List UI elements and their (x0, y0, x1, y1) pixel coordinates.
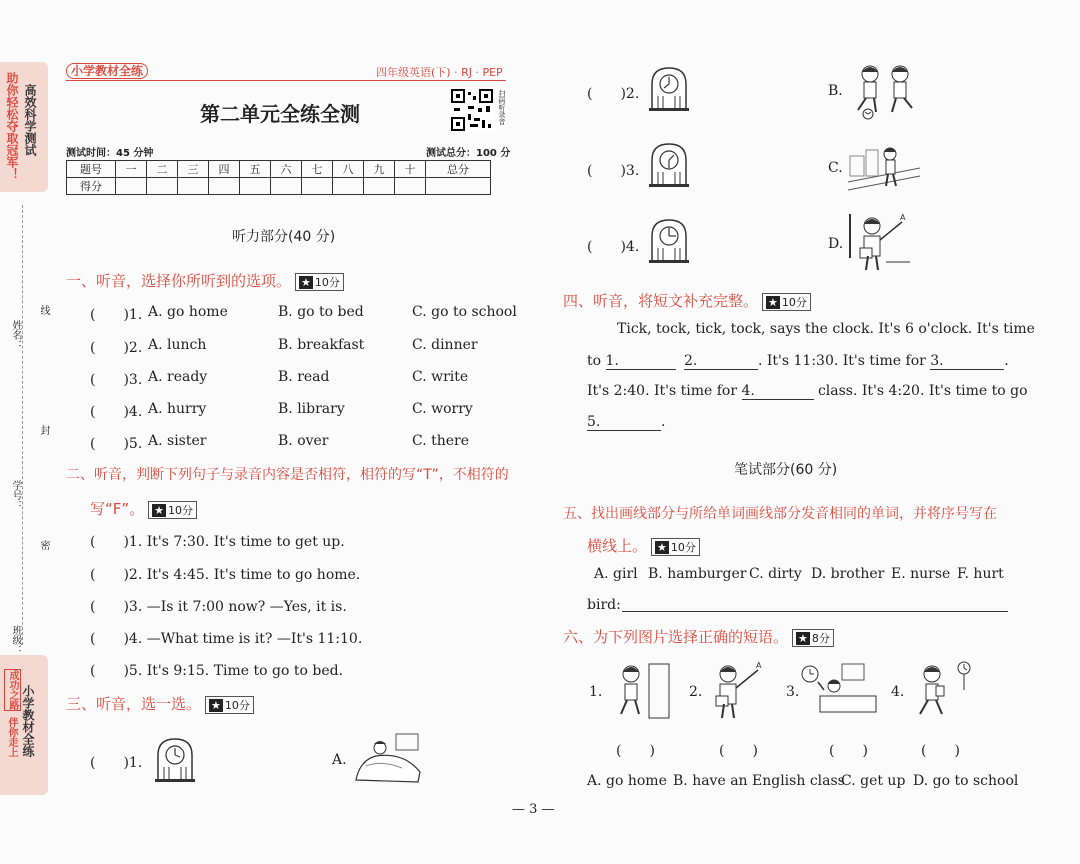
s6-pic-4-num: 4. (891, 684, 905, 700)
section-5-title-line-1: 五、找出画线部分与所给单词画线部分发音相同的单词，并将序号写在 (563, 506, 997, 522)
grade-label: 四年级英语(下) · RJ · PEP (376, 66, 503, 79)
s3-item-1-num: ( )1. (90, 755, 143, 771)
s6-bracket-3[interactable]: ( ) (829, 743, 868, 759)
s3-item-3-num: ( )3. (587, 163, 640, 179)
s6-pic-3-num: 3. (786, 684, 800, 700)
s5-word-b: B. hamburger (648, 566, 747, 582)
s5-word-c: C. dirty (749, 566, 802, 582)
s1-item-3-num: ( )3. (90, 372, 143, 388)
clock-icon (152, 737, 198, 783)
s1-item-1-b: B. go to bed (278, 304, 364, 320)
s2-item-1: ( )1. It's 7:30. It's time to get up. (90, 534, 345, 550)
section-3-points: ★ 10分 (205, 696, 254, 714)
s2-item-2: ( )2. It's 4:45. It's time to go home. (90, 567, 361, 583)
score-cell[interactable] (333, 178, 364, 195)
s1-item-1-a: A. go home (148, 304, 228, 320)
score-header-cell: 八 (333, 161, 364, 178)
brand-text: 小学教材全练 (66, 63, 148, 79)
svg-text:A: A (756, 661, 762, 670)
side-strip-bottom (0, 655, 48, 795)
section-6-points: ★ 8分 (792, 629, 834, 647)
side-strip-top-text-1: 高效科学测试 (23, 84, 37, 156)
s6-bracket-4[interactable]: ( ) (921, 743, 960, 759)
section-4-points: ★ 10分 (762, 293, 811, 311)
test-total-score: 测试总分：100 分 (426, 148, 511, 159)
s1-item-4-b: B. library (278, 401, 345, 417)
s1-item-4-num: ( )4. (90, 404, 143, 420)
s1-item-4-c: C. worry (412, 401, 473, 417)
child-leaving-door-picture (605, 660, 675, 722)
s5-answer-label: bird: (587, 597, 621, 613)
side-strip-bottom-text-2: 伴你走上 (6, 717, 17, 757)
s5-word-e: E. nurse (891, 566, 951, 582)
s1-item-2-c: C. dinner (412, 337, 478, 353)
score-cell[interactable] (395, 178, 426, 195)
s4-blank-3[interactable]: 3. (930, 353, 1004, 370)
score-header-cell: 五 (240, 161, 271, 178)
children-playing-football-picture (846, 62, 922, 120)
s4-line-3-end: class. It's 4:20. It's time to go (817, 383, 1028, 399)
s3-item-2-num: ( )2. (587, 86, 640, 102)
score-header-cell: 题号 (67, 161, 116, 178)
s1-item-2-a: A. lunch (148, 337, 207, 353)
score-cell[interactable] (178, 178, 209, 195)
binding-secret-label: 密 (38, 540, 49, 550)
s6-option-c: C. get up (841, 773, 906, 789)
s4-line-2 (587, 353, 1009, 370)
binding-line-label: 线 (38, 305, 49, 315)
section-2-points: ★ 10分 (148, 501, 197, 519)
s3-option-c-label: C. (828, 160, 843, 176)
page-title: 第二单元全练全测 (200, 102, 360, 126)
clock-icon (646, 66, 692, 112)
s4-line-2-start: to (587, 353, 602, 369)
s4-blank-5[interactable]: 5. (587, 414, 661, 431)
binding-name-label: 姓名： (10, 320, 21, 350)
section-2-title-text: 写“F”。 (90, 500, 145, 518)
section-1-points: ★ 10分 (295, 273, 344, 291)
written-title: 笔试部分(60 分) (734, 462, 838, 478)
score-header-cell: 四 (209, 161, 240, 178)
s5-word-f: F. hurt (957, 566, 1004, 582)
clock-icon (646, 218, 692, 264)
section-1-title (66, 270, 344, 291)
s4-blank-1[interactable]: 1. (606, 353, 676, 370)
s6-bracket-1[interactable]: ( ) (616, 743, 655, 759)
s3-item-4-num: ( )4. (587, 239, 640, 255)
score-header-cell: 二 (147, 161, 178, 178)
s3-option-a-label: A. (332, 752, 347, 768)
binding-seal-label: 封 (38, 425, 49, 435)
score-cell[interactable] (302, 178, 333, 195)
header-rule (66, 80, 506, 81)
s4-blank-2[interactable]: 2. (684, 353, 758, 370)
child-getting-up-picture (800, 660, 880, 720)
section-1-title-text: 一、听音，选择你所听到的选项。 (66, 272, 292, 290)
section-3-title (66, 693, 254, 714)
child-going-home-picture (846, 138, 922, 196)
s1-item-5-a: A. sister (148, 433, 207, 449)
score-cell[interactable] (426, 178, 491, 195)
child-in-bed-picture (352, 730, 424, 786)
s6-bracket-2[interactable]: ( ) (719, 743, 758, 759)
s1-item-3-a: A. ready (148, 369, 208, 385)
section-6-title-text: 六、为下列图片选择正确的短语。 (563, 628, 789, 646)
score-row-label: 得分 (67, 178, 116, 195)
score-header-cell: 九 (364, 161, 395, 178)
s6-pic-1-num: 1. (589, 684, 603, 700)
s6-option-a: A. go home (587, 773, 667, 789)
s4-line-4 (587, 414, 665, 431)
qr-code-icon (450, 88, 494, 132)
s2-item-5: ( )5. It's 9:15. Time to go to bed. (90, 663, 344, 679)
side-strip-top (0, 62, 48, 192)
side-strip-top-text-2: 助你轻松夺取冠军！ (5, 72, 19, 180)
teacher-english-class-picture (704, 660, 768, 722)
binding-id-label: 学号： (10, 480, 21, 510)
side-strip-bottom-text-1: 小学教材全练 (21, 685, 35, 757)
s1-item-4-a: A. hurry (148, 401, 207, 417)
s4-line-2-end: . (1004, 353, 1009, 369)
s2-item-3: ( )3. —Is it 7:00 now? —Yes, it is. (90, 599, 347, 615)
score-table-score-row (67, 178, 491, 195)
s1-item-3-b: B. read (278, 369, 330, 385)
s5-word-a: A. girl (594, 566, 638, 582)
score-header-cell: 六 (271, 161, 302, 178)
score-cell[interactable] (364, 178, 395, 195)
score-cell[interactable] (116, 178, 147, 195)
s1-item-5-num: ( )5. (90, 436, 143, 452)
s5-word-d: D. brother (811, 566, 885, 582)
qr-caption: 扫码听录音 (498, 90, 506, 125)
section-5-title-line-2 (587, 535, 700, 556)
s4-line-1: Tick, tock, tick, tock, says the clock. It's 6 o'clock. It's time (617, 321, 1035, 337)
section-2-title-line-2 (90, 498, 197, 519)
s4-blank-4[interactable]: 4. (742, 383, 814, 400)
section-4-title-text: 四、听音，将短文补充完整。 (563, 292, 759, 310)
s6-option-d: D. go to school (913, 773, 1019, 789)
s3-option-d-label: D. (828, 236, 844, 252)
s1-item-3-c: C. write (412, 369, 469, 385)
score-cell[interactable] (147, 178, 178, 195)
test-time: 测试时间：45 分钟 (66, 148, 154, 159)
score-header-cell: 一 (116, 161, 147, 178)
section-6-title (563, 626, 834, 647)
s1-item-1-num: ( )1. (90, 307, 143, 323)
score-table (66, 160, 491, 195)
binding-class-label: 班级： (10, 625, 21, 655)
s1-item-5-b: B. over (278, 433, 329, 449)
s2-item-4: ( )4. —What time is it? —It's 11:10. (90, 631, 363, 647)
binding-line (22, 205, 23, 645)
score-cell[interactable] (271, 178, 302, 195)
section-4-title (563, 290, 811, 311)
score-header-cell: 十 (395, 161, 426, 178)
side-strip-bottom-text-3: 成功之路 (4, 669, 21, 711)
score-table-header-row (67, 161, 491, 178)
s4-line-4-end: . (661, 414, 666, 430)
s4-line-3-start: It's 2:40. It's time for (587, 383, 738, 399)
s5-answer-line[interactable] (622, 611, 1008, 612)
s1-item-5-c: C. there (412, 433, 470, 449)
s4-line-2-mid: . It's 11:30. It's time for (757, 353, 926, 369)
score-header-cell: 七 (302, 161, 333, 178)
s1-item-2-b: B. breakfast (278, 337, 365, 353)
section-2-title-line-1: 二、听音，判断下列句子与录音内容是否相符，相符的写“T”，不相符的 (66, 467, 509, 483)
s1-item-1-c: C. go to school (412, 304, 517, 320)
s4-line-3 (587, 383, 1028, 400)
brand-logo (66, 62, 148, 79)
s1-item-2-num: ( )2. (90, 340, 143, 356)
section-5-points: ★ 10分 (651, 538, 700, 556)
score-cell[interactable] (240, 178, 271, 195)
clock-icon (646, 142, 692, 188)
score-cell[interactable] (209, 178, 240, 195)
s3-option-b-label: B. (828, 83, 843, 99)
listening-title: 听力部分(40 分) (232, 229, 336, 245)
s6-pic-2-num: 2. (689, 684, 703, 700)
svg-text:A: A (900, 213, 906, 222)
teacher-at-blackboard-picture (846, 212, 912, 274)
s6-option-b: B. have an English class (673, 773, 845, 789)
page-number: — 3 — (512, 802, 555, 817)
section-3-title-text: 三、听音，选一选。 (66, 695, 202, 713)
score-header-cell: 总分 (426, 161, 491, 178)
child-going-to-school-picture (906, 660, 976, 722)
section-5-title-text: 横线上。 (587, 537, 648, 555)
score-header-cell: 三 (178, 161, 209, 178)
